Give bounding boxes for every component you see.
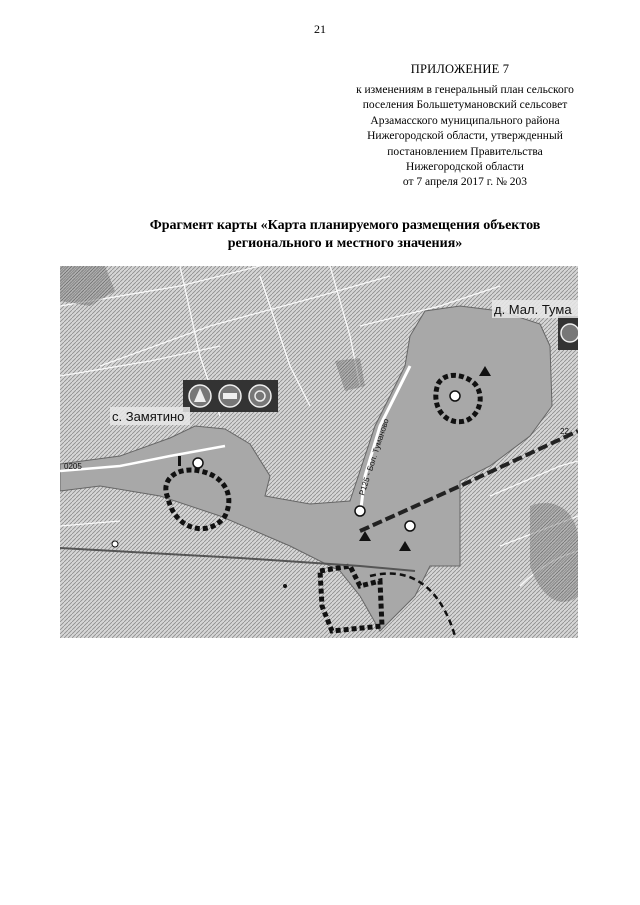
- settlement-label-mal-tuma: д. Мал. Тума: [494, 302, 572, 317]
- road-label: Р125 - Бол. Туманово: [357, 417, 391, 497]
- fragment-title-line: Фрагмент карты «Карта планируемого размещения объектов: [149, 218, 541, 233]
- map-fragment: [60, 266, 578, 638]
- appendix-line: постановлением Правительства: [387, 145, 543, 158]
- facility-icon-group: [183, 380, 278, 412]
- appendix-line: от 7 апреля 2017 г. № 203: [402, 176, 528, 189]
- facility-icon-4: [558, 316, 578, 350]
- km-marker-right: 22: [560, 427, 569, 436]
- fragment-title-line: регионального и местного значения»: [227, 236, 463, 251]
- appendix-line: к изменениям в генеральный план сельского: [356, 84, 574, 96]
- facility-icon-2: [219, 385, 241, 407]
- appendix-line: Нижегородской области: [406, 161, 524, 174]
- appendix-line: поселения Большетумановский сельсовет: [362, 99, 568, 112]
- appendix-line: Нижегородской области, утвержденный: [367, 130, 563, 143]
- appendix-text: [320, 83, 610, 191]
- appendix-line: Арзамасского муниципального района: [370, 114, 560, 127]
- page-number: 21: [314, 22, 326, 36]
- km-marker: 0205: [64, 462, 82, 471]
- settlement-label-zamyatino: с. Замятино: [112, 409, 185, 424]
- facility-icon-1: [189, 385, 211, 407]
- facility-icon-3: [249, 385, 271, 407]
- fragment-title: [0, 217, 640, 253]
- appendix-title: ПРИЛОЖЕНИЕ 7: [410, 62, 510, 76]
- map-image: [60, 266, 578, 638]
